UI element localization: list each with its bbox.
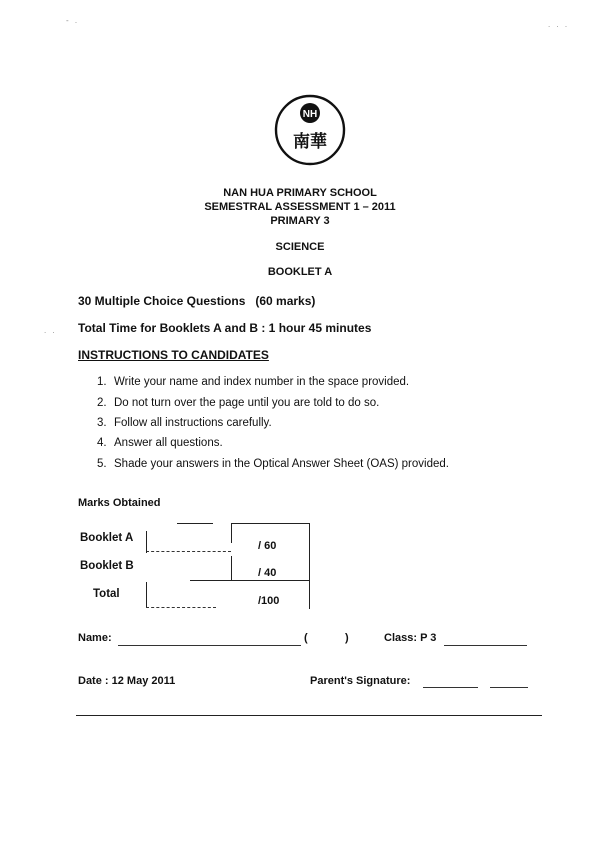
grand-total: /100 bbox=[258, 595, 280, 607]
signature-field-extension[interactable] bbox=[490, 687, 528, 688]
school-name: NAN HUA PRIMARY SCHOOL bbox=[223, 187, 377, 199]
marks-row-label: Booklet A bbox=[80, 532, 134, 544]
index-open-bracket: ( bbox=[304, 632, 308, 644]
table-rule bbox=[190, 580, 309, 581]
table-rule bbox=[231, 556, 232, 580]
school-logo bbox=[274, 94, 346, 166]
booklet-title: BOOKLET A bbox=[267, 266, 333, 278]
subject-title: SCIENCE bbox=[275, 241, 325, 253]
total-time: Total Time for Booklets A and B : 1 hour 45 minutes bbox=[78, 321, 372, 335]
table-rule bbox=[146, 582, 147, 607]
question-count: 30 Multiple Choice Questions (60 marks) bbox=[78, 294, 316, 308]
marks-row-label: Booklet B bbox=[80, 560, 134, 572]
booklet-a-total: / 60 bbox=[258, 540, 277, 552]
booklet-b-total: / 40 bbox=[258, 567, 277, 579]
marks-heading: Marks Obtained bbox=[78, 497, 161, 509]
instruction-item: 2. Do not turn over the page until you are told to do so. bbox=[97, 397, 380, 409]
table-rule bbox=[146, 531, 147, 553]
table-rule bbox=[146, 607, 216, 608]
scan-speck: . . bbox=[44, 326, 57, 335]
marks-row-label: Total bbox=[93, 588, 120, 600]
assessment-title: SEMESTRAL ASSESSMENT 1 – 2011 bbox=[204, 201, 396, 213]
date-label: Date : 12 May 2011 bbox=[78, 675, 176, 687]
instruction-item: 4. Answer all questions. bbox=[97, 437, 223, 449]
table-rule bbox=[231, 523, 232, 543]
instruction-item: 5. Shade your answers in the Optical Answer Sheet (OAS) provided. bbox=[97, 458, 449, 470]
table-rule bbox=[146, 551, 231, 552]
instruction-item: 1. Write your name and index number in the space provided. bbox=[97, 376, 410, 388]
logo-chinese-name: 南華 bbox=[293, 132, 327, 152]
index-close-bracket: ) bbox=[345, 632, 349, 644]
table-rule bbox=[177, 523, 213, 524]
name-label: Name: bbox=[78, 632, 112, 644]
instruction-item: 3. Follow all instructions carefully. bbox=[97, 417, 272, 429]
signature-label: Parent's Signature: bbox=[310, 675, 411, 687]
bottom-divider bbox=[76, 715, 542, 716]
logo-initials: NH bbox=[302, 109, 318, 120]
signature-field[interactable] bbox=[423, 687, 478, 688]
scan-speck: - . bbox=[66, 16, 80, 25]
class-field[interactable] bbox=[444, 645, 527, 646]
table-rule bbox=[309, 523, 310, 609]
table-rule bbox=[231, 523, 310, 524]
name-field[interactable] bbox=[118, 645, 301, 646]
level-title: PRIMARY 3 bbox=[270, 215, 330, 227]
instructions-heading: INSTRUCTIONS TO CANDIDATES bbox=[78, 348, 269, 362]
class-label: Class: P 3 bbox=[384, 632, 437, 644]
scan-speck: . . . bbox=[548, 20, 570, 29]
